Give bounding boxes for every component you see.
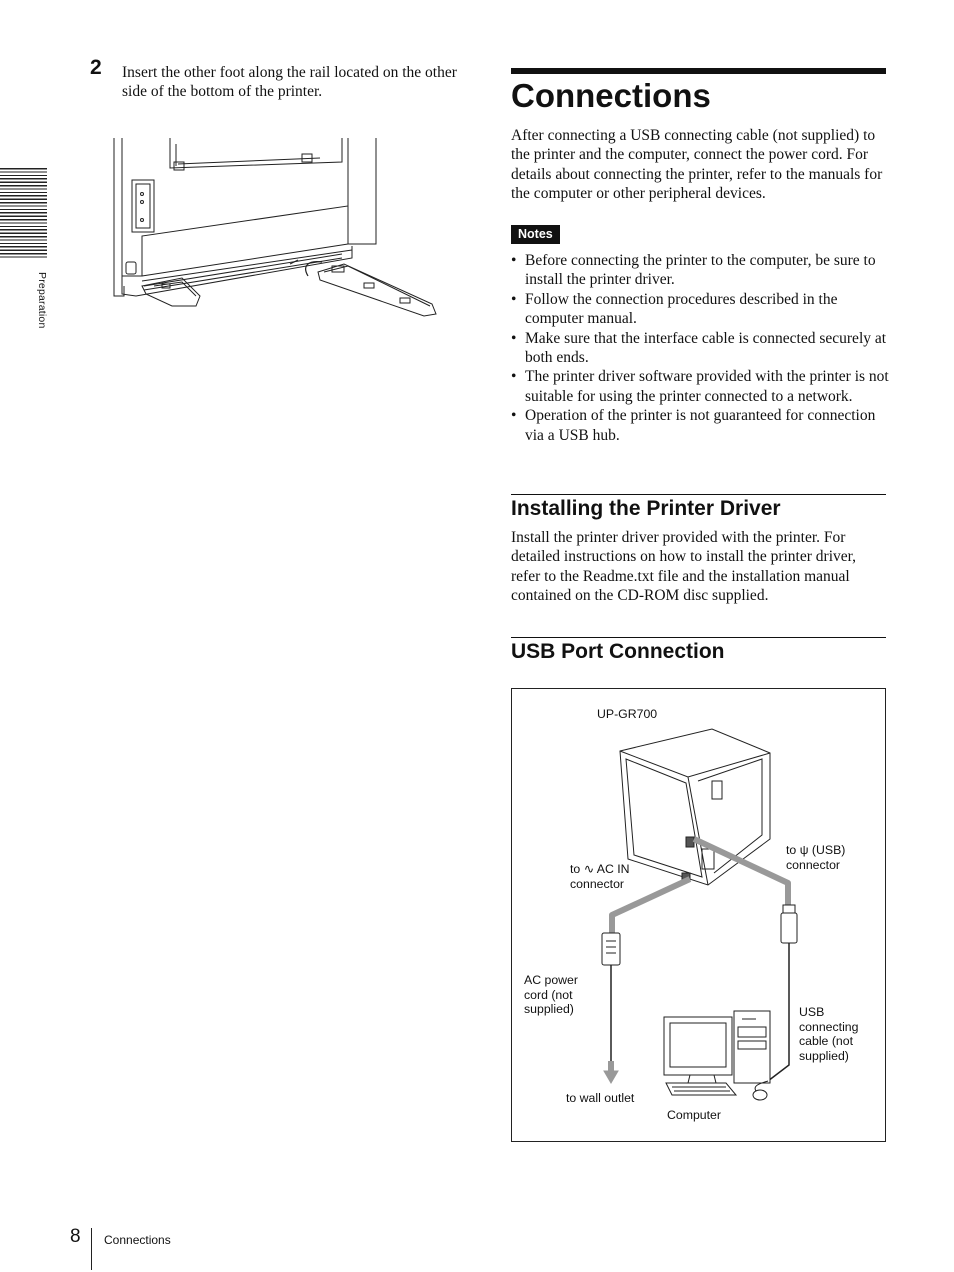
- side-tab-stripes: [0, 168, 47, 258]
- note-item: • Operation of the printer is not guaranteed for connection via a USB hub.: [511, 406, 889, 445]
- printer-model-label: UP-GR700: [597, 707, 658, 721]
- ac-in-label-prefix: to: [570, 862, 581, 876]
- step-number: 2: [90, 56, 102, 79]
- usb-connection-diagram: [511, 688, 886, 1142]
- usb-label-suffix: (USB): [811, 843, 846, 857]
- wall-outlet-label: to wall outlet: [566, 1091, 635, 1105]
- note-item: • Follow the connection procedures described in the computer manual.: [511, 290, 889, 329]
- usb-cable-label: [799, 1005, 858, 1063]
- notes-list: [511, 251, 889, 445]
- usb-symbol-icon: ψ: [799, 843, 809, 857]
- power-cord-label: [524, 973, 578, 1017]
- usb-cable-line: supplied): [799, 1048, 849, 1063]
- title-rule: [511, 68, 886, 74]
- footer-divider: [91, 1228, 92, 1270]
- usb-cable-line: cable (not: [799, 1034, 854, 1048]
- side-tab-label: Preparation: [36, 272, 48, 329]
- power-cord-line: AC power: [524, 973, 578, 987]
- note-item: • Make sure that the interface cable is connected securely at both ends.: [511, 329, 889, 368]
- usb-connection-heading: USB Port Connection: [511, 640, 725, 663]
- usb-port-label: [786, 843, 845, 872]
- page-title: Connections: [511, 77, 711, 114]
- step-text: Insert the other foot along the rail located on the other side of the bottom of the printer.: [122, 64, 457, 101]
- usb-label-line2: connector: [786, 857, 841, 872]
- note-item: • The printer driver software provided with the printer is not suitable for using the printer connected to a network.: [511, 367, 889, 406]
- ac-in-label: [570, 862, 630, 891]
- ac-in-label-line2: connector: [570, 876, 625, 891]
- section-rule: [511, 494, 886, 495]
- page-number: 8: [70, 1226, 81, 1247]
- ac-in-label-suffix: AC IN: [596, 862, 630, 876]
- power-cord-line: supplied): [524, 1002, 574, 1016]
- note-item: • Before connecting the printer to the computer, be sure to install the printer driver.: [511, 251, 889, 290]
- intro-paragraph: After connecting a USB connecting cable (not supplied) to the printer and the computer, connect the power cord. For details about connecting the printer, refer to the manuals for the computer or other peripheral devices.: [511, 127, 883, 203]
- computer-label: Computer: [667, 1108, 721, 1122]
- ac-wave-icon: ∿: [583, 862, 594, 876]
- power-cord-line: cord (not: [524, 987, 573, 1002]
- footer-section-label: Connections: [104, 1233, 171, 1247]
- connection-illustration: [512, 689, 885, 1141]
- usb-cable-line: USB: [799, 1005, 825, 1019]
- usb-cable-line: connecting: [799, 1019, 859, 1034]
- install-driver-heading: Installing the Printer Driver: [511, 497, 781, 520]
- section-rule: [511, 637, 886, 638]
- notes-badge: Notes: [511, 225, 560, 244]
- install-driver-text: Install the printer driver provided with the printer. For detailed instructions on how to install the printer driver, refer to the Readme.txt file and the installation manual contained on the CD-ROM disc supplied.: [511, 529, 857, 605]
- printer-foot-illustration: [112, 136, 442, 322]
- usb-label-prefix: to: [786, 843, 797, 857]
